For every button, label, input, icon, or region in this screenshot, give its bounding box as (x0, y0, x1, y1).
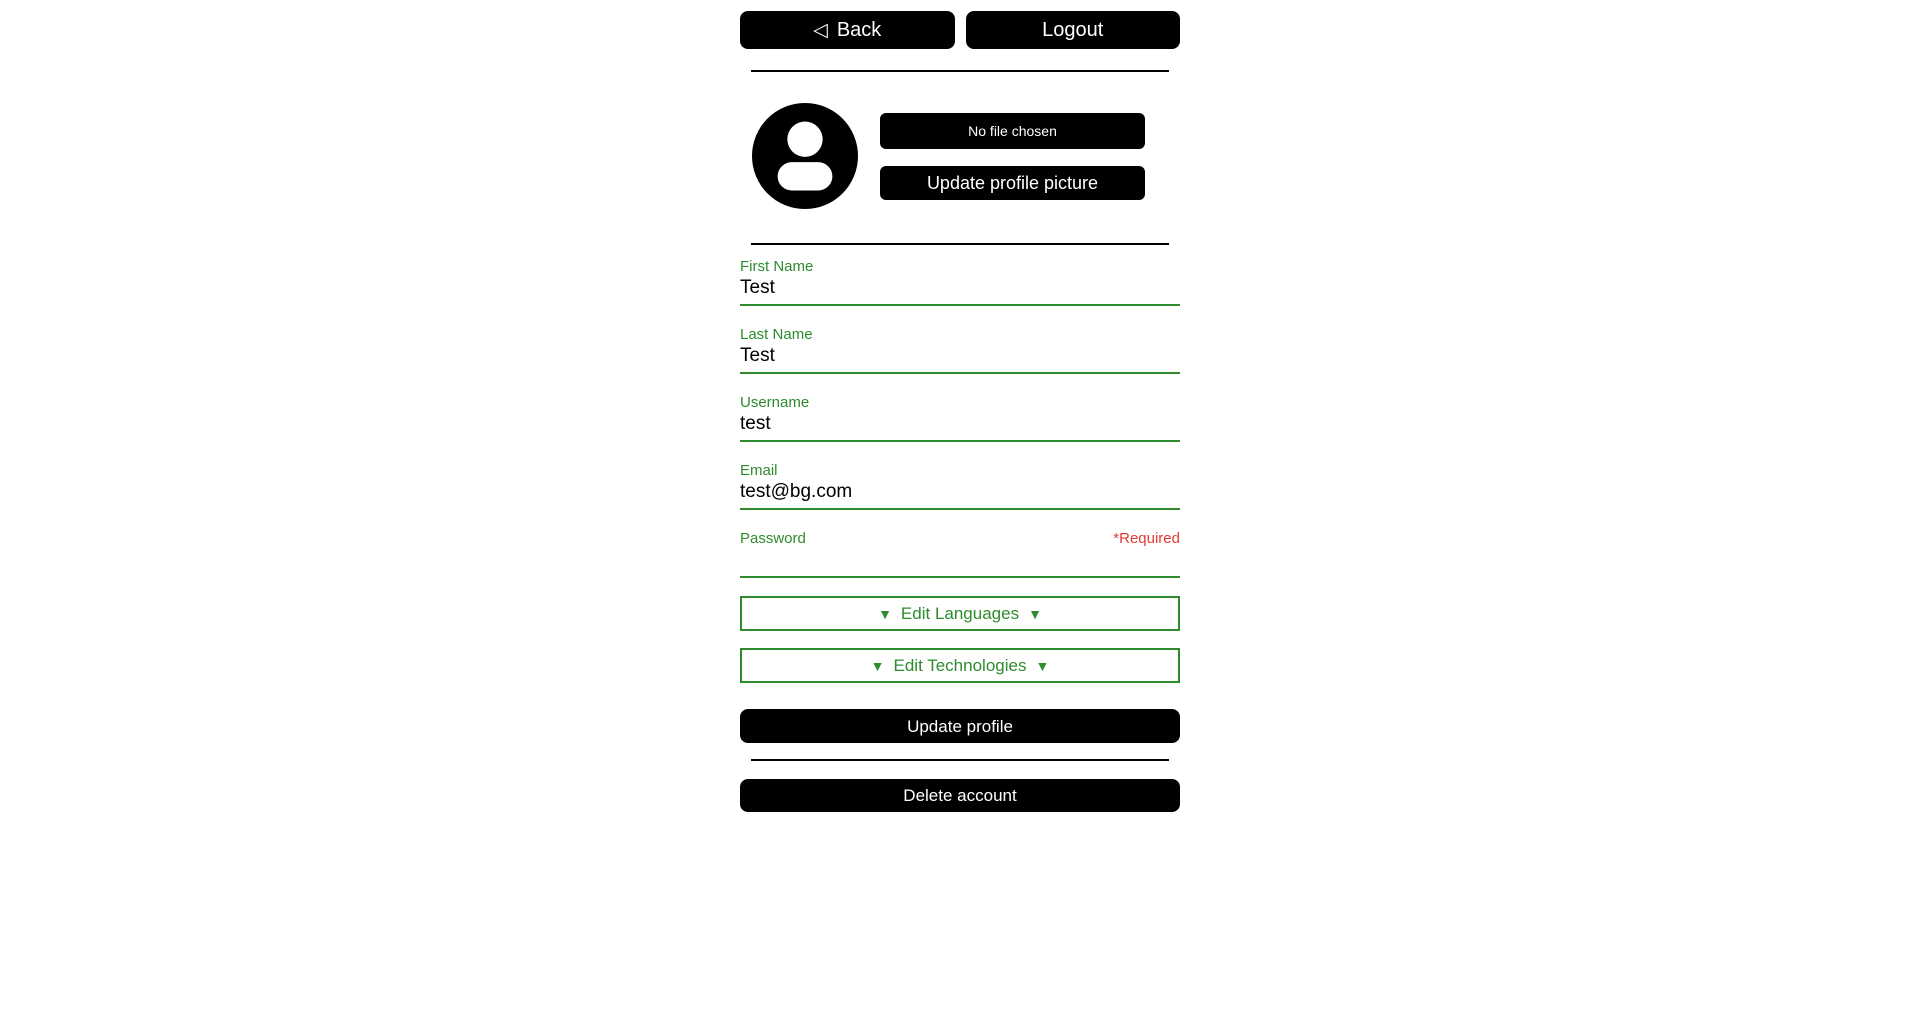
delete-account-button[interactable] (740, 779, 1180, 812)
edit-technologies-button[interactable] (740, 648, 1180, 683)
divider-delete (751, 759, 1169, 761)
delete-account-label: Delete account (903, 786, 1017, 805)
email-label: Email (740, 462, 778, 479)
last-name-field (740, 326, 1180, 374)
email-field (740, 462, 1180, 510)
profile-picture-section (740, 103, 1180, 209)
picture-upload-controls (880, 113, 1145, 209)
password-field (740, 530, 1180, 578)
first-name-label: First Name (740, 258, 814, 275)
logout-button[interactable] (966, 11, 1181, 49)
chevron-down-icon: ▼ (870, 657, 885, 674)
back-arrow-icon: ◁ (813, 19, 828, 41)
email-input[interactable] (740, 481, 1180, 503)
first-name-input[interactable] (740, 277, 1180, 299)
logout-button-label: Logout (1042, 19, 1104, 41)
file-input[interactable] (880, 113, 1145, 149)
divider-picture-form (751, 243, 1169, 245)
username-input[interactable] (740, 413, 1180, 435)
update-profile-picture-label: Update profile picture (926, 173, 1099, 193)
last-name-input[interactable] (740, 345, 1180, 367)
chevron-down-icon: ▼ (878, 605, 892, 622)
chevron-down-icon: ▼ (1028, 605, 1042, 622)
edit-languages-button[interactable] (740, 596, 1180, 631)
edit-languages-label: Edit Languages (900, 603, 1020, 623)
profile-form-container (740, 0, 1180, 812)
back-button[interactable] (740, 11, 955, 49)
edit-technologies-label: Edit Technologies (893, 655, 1027, 675)
password-required-note: *Required (1113, 530, 1180, 547)
file-input-status: No file chosen (968, 123, 1057, 139)
update-profile-button[interactable] (740, 709, 1180, 743)
password-input[interactable] (740, 549, 1180, 571)
first-name-field (740, 258, 1180, 306)
chevron-down-icon: ▼ (1035, 657, 1050, 674)
update-profile-picture-button[interactable] (880, 166, 1145, 200)
divider-top (751, 70, 1169, 72)
avatar-placeholder-icon (752, 103, 858, 209)
back-button-label: Back (836, 19, 882, 41)
last-name-label: Last Name (740, 326, 813, 343)
username-label: Username (740, 394, 810, 411)
update-profile-label: Update profile (907, 716, 1013, 736)
top-button-bar (740, 11, 1180, 49)
username-field (740, 394, 1180, 442)
password-label: Password (740, 530, 806, 547)
